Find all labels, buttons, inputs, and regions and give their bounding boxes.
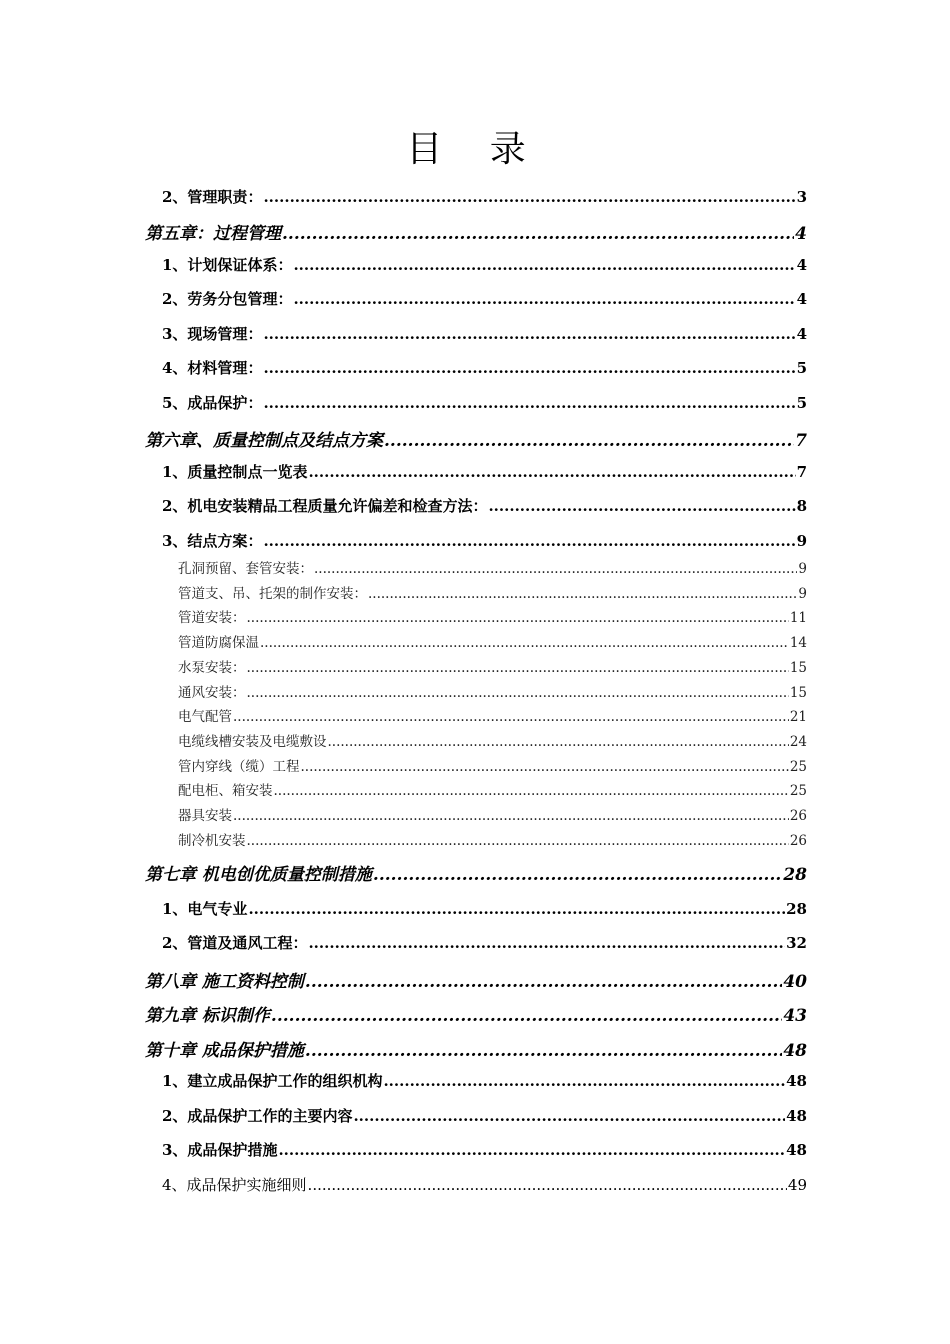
toc-page-number: 4 — [796, 290, 807, 308]
toc-page-number: 5 — [796, 359, 807, 377]
toc-entry[interactable] — [162, 461, 807, 489]
dot-leader — [271, 1006, 782, 1026]
toc-entry-label: 第七章 机电创优质量控制措施 — [145, 865, 372, 885]
toc-page-number: 48 — [786, 1107, 807, 1125]
toc-page-number: 40 — [783, 972, 807, 992]
toc-page-number: 25 — [789, 783, 807, 799]
toc-entry-label: 管道支、吊、托架的制作安装： — [178, 586, 367, 602]
page-title: 目 录 — [406, 129, 544, 170]
toc-entry[interactable] — [162, 495, 807, 523]
dot-leader — [263, 532, 795, 550]
toc-page-number: 49 — [787, 1176, 807, 1194]
dot-leader — [263, 325, 795, 343]
toc-entry-label: 电缆线槽安装及电缆敷设 — [178, 734, 327, 750]
toc-entry-label: 通风安装： — [178, 685, 246, 701]
toc-page-number: 48 — [786, 1141, 807, 1159]
toc-entry-label: 3、现场管理： — [162, 325, 263, 343]
toc-page-number: 9 — [798, 586, 807, 602]
toc-entry[interactable] — [178, 557, 807, 579]
toc-page-number: 14 — [789, 635, 807, 651]
toc-entry-label: 2、管理职责： — [162, 188, 263, 206]
toc-page-number: 4 — [796, 325, 807, 343]
toc-entry-label: 3、结点方案： — [162, 532, 263, 550]
toc-entry-label: 电气配管 — [178, 709, 232, 725]
toc-entry-label: 管道防腐保温 — [178, 635, 259, 651]
toc-page-number: 24 — [789, 734, 807, 750]
toc-entry-label: 2、成品保护工作的主要内容 — [162, 1107, 353, 1125]
toc-entry[interactable] — [162, 1174, 807, 1202]
toc-entry[interactable] — [145, 426, 807, 456]
toc-entry[interactable] — [145, 1036, 807, 1066]
toc-entry-label: 1、电气专业 — [162, 900, 248, 918]
toc-entry[interactable] — [145, 1001, 807, 1031]
toc-entry-label: 器具安装 — [178, 808, 232, 824]
toc-entry-label: 3、成品保护措施 — [162, 1141, 278, 1159]
toc-page-number: 48 — [786, 1072, 807, 1090]
toc-entry-label: 2、机电安装精品工程质量允许偏差和检查方法： — [162, 497, 488, 515]
toc-page-number: 7 — [796, 463, 807, 481]
toc-entry-label: 孔洞预留、套管安装： — [178, 561, 313, 577]
toc-entry[interactable] — [178, 582, 807, 604]
dot-leader — [353, 1107, 785, 1125]
dot-leader — [383, 1072, 785, 1090]
toc-entry-label: 第十章 成品保护措施 — [145, 1041, 304, 1061]
dot-leader — [263, 394, 795, 412]
toc-page-number: 21 — [789, 709, 807, 725]
dot-leader — [308, 463, 795, 481]
toc-page-number: 8 — [796, 497, 807, 515]
toc-entry[interactable] — [178, 631, 807, 653]
toc-entry[interactable] — [162, 1139, 807, 1167]
toc-entry[interactable] — [162, 186, 807, 214]
dot-leader — [247, 833, 789, 849]
dot-leader — [373, 865, 782, 885]
dot-leader — [301, 759, 789, 775]
toc-entry[interactable] — [178, 755, 807, 777]
toc-page-number: 4 — [795, 224, 807, 244]
toc-page-number: 5 — [796, 394, 807, 412]
dot-leader — [247, 685, 789, 701]
toc-entry[interactable] — [145, 967, 807, 997]
dot-leader — [328, 734, 789, 750]
toc-page-number: 28 — [786, 900, 807, 918]
toc-entry[interactable] — [178, 705, 807, 727]
toc-page-number: 32 — [786, 934, 807, 952]
dot-leader — [282, 224, 794, 244]
toc-entry-label: 5、成品保护： — [162, 394, 263, 412]
toc-entry-label: 2、劳务分包管理： — [162, 290, 293, 308]
dot-leader — [263, 188, 795, 206]
toc-entry-label: 2、管道及通风工程： — [162, 934, 308, 952]
toc-entry-label: 4、成品保护实施细则 — [162, 1176, 307, 1194]
toc-page-number: 11 — [789, 610, 807, 626]
toc-page-number: 15 — [789, 685, 807, 701]
toc-entry[interactable] — [162, 357, 807, 385]
toc-entry[interactable] — [162, 898, 807, 926]
toc-entry-label: 水泵安装： — [178, 660, 246, 676]
toc-entry[interactable] — [162, 932, 807, 960]
toc-entry[interactable] — [145, 219, 807, 249]
toc-page-number: 48 — [783, 1041, 807, 1061]
dot-leader — [368, 586, 797, 602]
toc-entry[interactable] — [162, 1105, 807, 1133]
toc-entry-label: 第九章 标识制作 — [145, 1006, 270, 1026]
dot-leader — [384, 431, 794, 451]
dot-leader — [314, 561, 797, 577]
toc-entry[interactable] — [178, 730, 807, 752]
dot-leader — [248, 900, 785, 918]
toc-entry-label: 第五章：过程管理 — [145, 224, 281, 244]
toc-entry-label: 第六章、质量控制点及结点方案 — [145, 431, 383, 451]
toc-entry[interactable] — [162, 323, 807, 351]
toc-entry[interactable] — [178, 681, 807, 703]
toc-page-number: 15 — [789, 660, 807, 676]
toc-entry[interactable] — [162, 1070, 807, 1098]
toc-entry-label: 制冷机安装 — [178, 833, 246, 849]
toc-page-number: 3 — [796, 188, 807, 206]
toc-entry-label: 管道安装： — [178, 610, 246, 626]
dot-leader — [305, 1041, 782, 1061]
toc-page-number: 26 — [789, 808, 807, 824]
toc-entry-label: 4、材料管理： — [162, 359, 263, 377]
toc-page-number: 43 — [783, 1006, 807, 1026]
toc-entry[interactable] — [145, 860, 807, 890]
toc-entry[interactable] — [178, 804, 807, 826]
toc-entry-label: 第八章 施工资料控制 — [145, 972, 304, 992]
toc-page-number: 9 — [796, 532, 807, 550]
toc-entry[interactable] — [162, 392, 807, 420]
toc-page-number: 26 — [789, 833, 807, 849]
dot-leader — [247, 610, 789, 626]
toc-entry[interactable] — [178, 779, 807, 801]
toc-page-number: 28 — [783, 865, 807, 885]
dot-leader — [263, 359, 795, 377]
toc-page-number: 9 — [798, 561, 807, 577]
toc-entry[interactable] — [178, 829, 807, 851]
toc-entry[interactable] — [178, 606, 807, 628]
toc-entry-label: 1、建立成品保护工作的组织机构 — [162, 1072, 383, 1090]
toc-entry-label: 1、计划保证体系： — [162, 256, 293, 274]
toc-entry[interactable] — [162, 254, 807, 282]
dot-leader — [308, 1176, 787, 1194]
toc-entry-label: 管内穿线（缆）工程 — [178, 759, 300, 775]
dot-leader — [488, 497, 795, 515]
dot-leader — [308, 934, 785, 952]
dot-leader — [247, 660, 789, 676]
toc-page-number: 25 — [789, 759, 807, 775]
toc-entry-label: 1、质量控制点一览表 — [162, 463, 308, 481]
dot-leader — [260, 635, 789, 651]
toc-entry-label: 配电柜、箱安装 — [178, 783, 273, 799]
dot-leader — [274, 783, 789, 799]
dot-leader — [233, 808, 789, 824]
toc-entry[interactable] — [162, 288, 807, 316]
toc-page-number: 4 — [796, 256, 807, 274]
dot-leader — [305, 972, 782, 992]
toc-entry[interactable] — [162, 530, 807, 558]
toc-page-number: 7 — [795, 431, 807, 451]
dot-leader — [233, 709, 789, 725]
toc-entry[interactable] — [178, 656, 807, 678]
dot-leader — [278, 1141, 785, 1159]
dot-leader — [293, 256, 795, 274]
dot-leader — [293, 290, 795, 308]
